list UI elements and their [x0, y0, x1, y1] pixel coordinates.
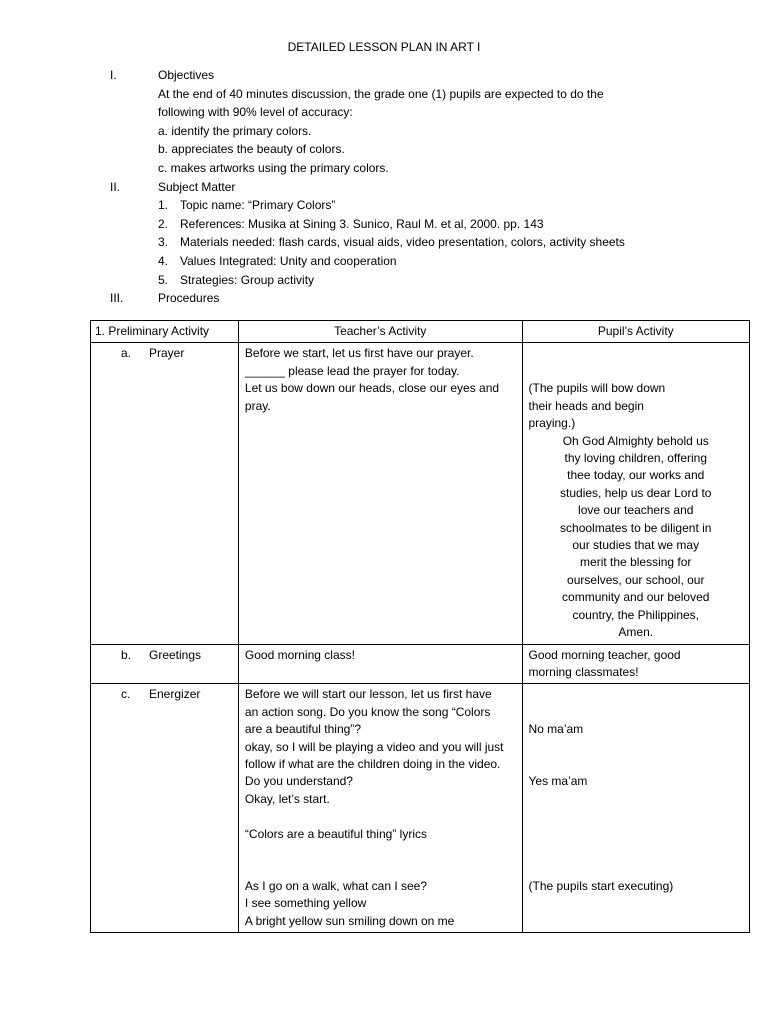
subject-item-text: Materials needed: flash cards, visual aids, video presentation, colors, activity sheets: [180, 235, 625, 250]
subject-item: [0, 233, 768, 252]
subject-item-number: 4.: [158, 253, 169, 268]
subject-item-text: Values Integrated: Unity and cooperation: [180, 253, 397, 268]
objective-item: c. makes artworks using the primary colors.: [158, 160, 389, 175]
teacher-line: Before we will start our lesson, let us first have: [244, 687, 492, 702]
section-objectives: [0, 66, 768, 85]
teacher-line: okay, so I will be playing a video and you will just: [244, 739, 504, 754]
prayer-line: Oh God Almighty behold us: [562, 433, 709, 448]
subject-item-text: Strategies: Group activity: [180, 272, 315, 287]
procedures-table: [90, 320, 750, 933]
subject-item-number: 5.: [158, 272, 169, 287]
column-header-teacher: Teacher’s Activity: [238, 321, 522, 343]
pupil-line: No ma’am: [528, 722, 584, 737]
section-heading: Objectives: [158, 68, 215, 82]
prayer-line: ourselves, our school, our: [567, 572, 705, 587]
teacher-line: ______ please lead the prayer for today.: [244, 363, 460, 378]
pupil-line: Good morning teacher, good: [528, 647, 681, 662]
section-numeral: II.: [110, 179, 121, 194]
pupil-line: their heads and begin: [528, 398, 644, 413]
lesson-outline: [0, 66, 768, 308]
teacher-line: pray.: [244, 398, 271, 413]
prayer-line: schoolmates to be diligent in: [560, 520, 712, 535]
objective-item: b. appreciates the beauty of colors.: [158, 142, 345, 157]
prayer-line: thee today, our works and: [567, 468, 705, 483]
prayer-line: merit the blessing for: [580, 555, 692, 570]
prayer-line: studies, help us dear Lord to: [560, 485, 712, 500]
column-header-pupil: Pupil’s Activity: [522, 321, 750, 343]
activity-name: Greetings: [149, 647, 202, 662]
activity-letter: a.: [121, 346, 132, 361]
pupil-line: praying.): [528, 416, 576, 431]
pupil-line: (The pupils will bow down: [528, 381, 666, 396]
teacher-line: “Colors are a beautiful thing” lyrics: [244, 826, 427, 841]
subject-item-text: References: Musika at Sining 3. Sunico, Raul M. et al, 2000. pp. 143: [180, 216, 544, 231]
prayer-line: community and our beloved: [562, 590, 710, 605]
teacher-activity-cell: [238, 343, 522, 644]
prayer-line: our studies that we may: [572, 538, 700, 553]
pupil-activity-cell: [522, 684, 750, 933]
activity-name: Energizer: [149, 687, 201, 702]
column-header-preliminary: 1. Preliminary Activity: [91, 321, 239, 343]
pupil-line: morning classmates!: [528, 664, 639, 679]
teacher-line: Okay, let’s start.: [244, 791, 330, 806]
prayer-line: thy loving children, offering: [564, 451, 708, 466]
activity-name: Prayer: [149, 346, 185, 361]
activity-cell: [91, 684, 239, 933]
table-header-row: [91, 321, 750, 343]
subject-item-number: 1.: [158, 198, 169, 213]
teacher-activity-cell: [238, 644, 522, 684]
subject-item-text: Topic name: “Primary Colors”: [180, 198, 336, 213]
subject-item: [0, 215, 768, 234]
teacher-line: are a beautiful thing”?: [244, 722, 361, 737]
section-procedures: [0, 289, 768, 308]
pupil-activity-cell: [522, 343, 750, 644]
teacher-line: Let us bow down our heads, close our eyes and: [244, 381, 500, 396]
section-subject-matter: [0, 178, 768, 197]
subject-item-number: 2.: [158, 216, 169, 231]
objectives-intro: At the end of 40 minutes discussion, the grade one (1) pupils are expected to do the: [158, 86, 604, 101]
teacher-line: As I go on a walk, what can I see?: [244, 878, 428, 893]
subject-item: [0, 196, 768, 215]
table-row: [91, 644, 750, 684]
pupil-line: Yes ma’am: [528, 774, 588, 789]
objectives-intro: following with 90% level of accuracy:: [158, 105, 353, 120]
section-heading: Procedures: [158, 291, 220, 306]
teacher-line: an action song. Do you know the song “Colors: [244, 704, 491, 719]
prayer-line: love our teachers and: [578, 503, 694, 518]
teacher-line: Before we start, let us first have our prayer.: [244, 346, 474, 361]
teacher-line: Good morning class!: [244, 647, 355, 662]
subject-item-number: 3.: [158, 235, 169, 250]
activity-letter: b.: [121, 647, 132, 662]
section-numeral: I.: [110, 68, 117, 82]
subject-item: [0, 271, 768, 290]
teacher-line: A bright yellow sun smiling down on me: [244, 913, 455, 928]
teacher-line: follow if what are the children doing in the video.: [244, 756, 501, 771]
section-numeral: III.: [110, 291, 124, 306]
pupil-activity-cell: [522, 644, 750, 684]
table-row: [91, 343, 750, 644]
teacher-activity-cell: [238, 684, 522, 933]
table-row: [91, 684, 750, 933]
section-heading: Subject Matter: [158, 179, 236, 194]
activity-letter: c.: [121, 687, 131, 702]
objective-item: a. identify the primary colors.: [158, 123, 312, 138]
activity-cell: [91, 644, 239, 684]
subject-item: [0, 252, 768, 271]
prayer-line: Amen.: [618, 625, 654, 640]
activity-cell: [91, 343, 239, 644]
prayer-line: country, the Philippines,: [572, 607, 699, 622]
document-title: DETAILED LESSON PLAN IN ART I: [287, 40, 481, 54]
teacher-line: I see something yellow: [244, 896, 367, 911]
pupil-line: (The pupils start executing): [528, 878, 674, 893]
teacher-line: Do you understand?: [244, 774, 353, 789]
prayer-text: [529, 433, 744, 642]
